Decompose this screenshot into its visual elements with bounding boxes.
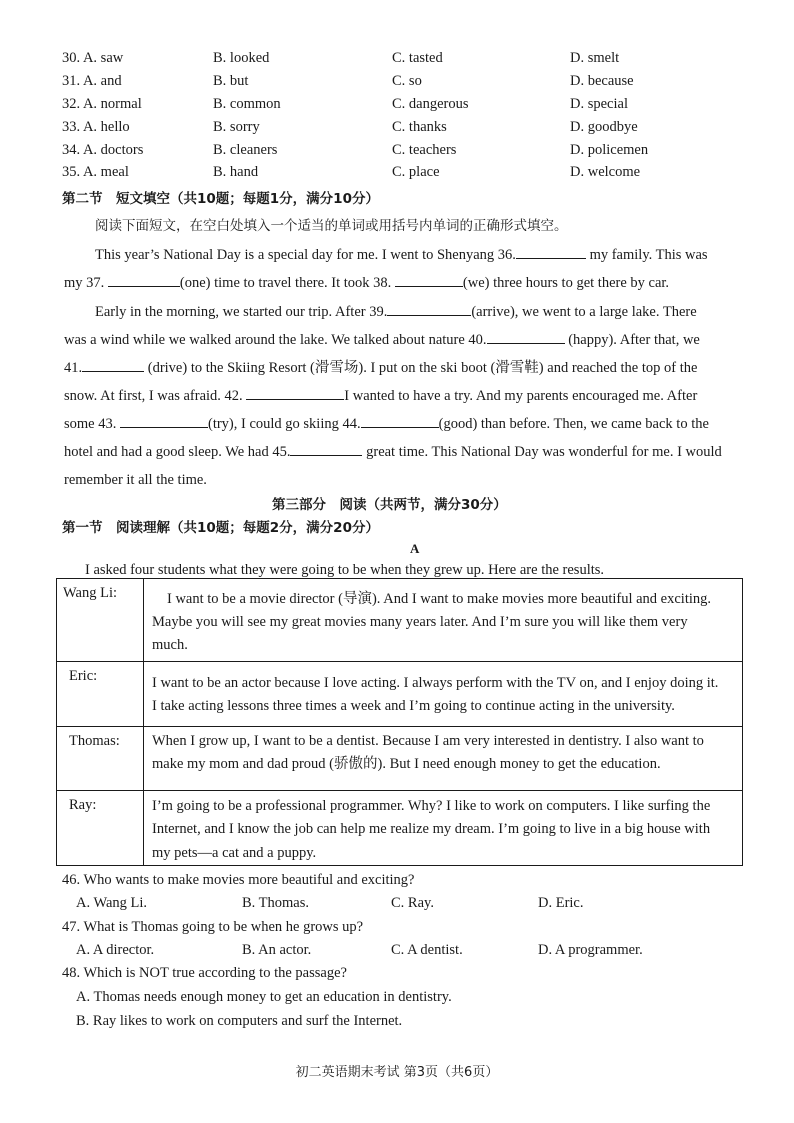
answer-blank-39[interactable] [387,301,471,316]
part-heading: 第三部分 阅读（共两节，满分30分） [272,497,507,513]
option: 34. A. doctors [62,142,144,158]
passage-text: Early in the morning, we started our trip. After 39. [95,304,388,320]
passage-text: snow. At first, I was afraid. 42. [64,388,247,404]
passage-text: my family. This was [585,247,708,263]
section-heading: 第一节 阅读理解（共10题；每题2分，满分20分） [62,520,379,536]
passage-text: (arrive), we went to a large lake. There [471,304,697,320]
passage-text: (we) three hours to get there by car. [462,275,670,291]
option-row-34 [62,142,762,164]
answer-blank-40[interactable] [487,329,565,344]
answer-blank-36[interactable] [516,244,586,259]
passage-text: my 37. [64,275,108,291]
student-answers-table [56,578,743,866]
row-line: I take acting lessons three times a week and I’m going to continue acting in the university. [152,698,675,714]
option-row-32 [62,96,762,118]
passage-line [95,301,697,322]
passage-text: (one) time to travel there. It took 38. [179,275,395,291]
page-footer: 初二英语期末考试 第3页（共6页） [295,1065,499,1080]
answer-blank-37[interactable] [108,272,180,287]
option: D. because [570,73,634,89]
option: C. teachers [392,142,457,158]
answer-blank-41[interactable] [82,357,144,372]
table-row [57,791,742,866]
passage-line [64,441,722,462]
passage-line [64,385,697,406]
question-47: 47. What is Thomas going to be when he grows up? [62,919,364,935]
answer-blank-43[interactable] [120,413,208,428]
option: C. place [392,164,440,180]
option-row-35 [62,164,762,186]
row-line: my pets—a cat and a puppy. [152,845,317,861]
passage-text: hotel and had a good sleep. We had 45. [64,444,291,460]
answer-option[interactable]: A. A director. [76,942,155,958]
row-line: When I grow up, I want to be a dentist. Because I am very interested in dentistry. I also want to [152,733,704,749]
student-name: Thomas: [69,733,120,749]
passage-text: (drive) to the Skiing Resort (滑雪场). I put on the ski boot (滑雪鞋) and reached the top of the [144,360,698,376]
row-line: I’m going to be a professional programmer. Why? I like to work on computers. I like surfing the [152,798,711,814]
option-row-33 [62,119,762,141]
passage-line [64,357,697,378]
answer-option[interactable]: B. An actor. [242,942,312,958]
instruction-text: 阅读下面短文，在空白处填入一个适当的单词或用括号内单词的正确形式填空。 [95,218,568,234]
student-name: Eric: [69,668,98,684]
option: C. dangerous [392,96,469,112]
option: C. so [392,73,422,89]
option: B. sorry [213,119,260,135]
option: B. common [213,96,281,112]
option: B. hand [213,164,259,180]
row-line: much. [152,637,188,653]
option: 33. A. hello [62,119,130,135]
passage-line [95,244,708,265]
passage-line [64,413,709,434]
passage-text: (happy). After that, we [564,332,700,348]
answer-blank-42[interactable] [246,385,344,400]
student-name: Wang Li: [63,585,117,601]
answer-option[interactable]: A. Thomas needs enough money to get an education in dentistry. [76,989,452,1005]
option: B. looked [213,50,270,66]
row-line: make my mom and dad proud (骄傲的). But I need enough money to get the education. [152,756,661,772]
row-line: Maybe you will see my great movies many years later. And I’m sure you will like them very [152,614,688,630]
option: 30. A. saw [62,50,124,66]
passage-line [64,272,669,293]
answer-blank-45[interactable] [290,441,362,456]
passage-text: some 43. [64,416,120,432]
option: D. smelt [570,50,620,66]
answer-option[interactable]: B. Thomas. [242,895,309,911]
table-row [57,662,742,727]
answer-option[interactable]: C. Ray. [391,895,434,911]
option: C. thanks [392,119,447,135]
option-row-30 [62,50,762,72]
table-row [57,727,742,791]
answer-blank-38[interactable] [395,272,463,287]
answer-option[interactable]: D. Eric. [538,895,584,911]
option: B. but [213,73,249,89]
student-name: Ray: [69,797,97,813]
answer-option[interactable]: C. A dentist. [391,942,463,958]
answer-blank-44[interactable] [361,413,439,428]
option-row-31 [62,73,762,95]
section-heading: 第二节 短文填空（共10题；每题1分，满分10分） [62,191,379,207]
passage-line: remember it all the time. [64,472,207,488]
passage-text: (good) than before. Then, we came back to the [438,416,709,432]
passage-line [64,329,700,350]
option: B. cleaners [213,142,278,158]
reading-intro: I asked four students what they were going to be when they grew up. Here are the results. [85,562,605,578]
passage-text: 41. [64,360,83,376]
passage-text: I wanted to have a try. And my parents encouraged me. After [344,388,698,404]
option: C. tasted [392,50,443,66]
answer-option[interactable]: B. Ray likes to work on computers and surf the Internet. [76,1013,403,1029]
passage-text: This year’s National Day is a special day for me. I went to Shenyang 36. [95,247,516,263]
passage-text: (try), I could go skiing 44. [207,416,361,432]
option: D. special [570,96,628,112]
row-line: I want to be an actor because I love acting. I always perform with the TV on, and I enjoy doing it. [152,675,719,691]
table-row [57,579,742,662]
passage-text: was a wind while we walked around the lake. We talked about nature 40. [64,332,487,348]
option: 32. A. normal [62,96,142,112]
option: D. policemen [570,142,649,158]
answer-option[interactable]: A. Wang Li. [76,895,148,911]
passage-letter: A [410,541,420,556]
option: D. goodbye [570,119,638,135]
row-line: I want to be a movie director (导演). And I want to make movies more beautiful and exciting. [167,591,711,607]
option: 35. A. meal [62,164,129,180]
option: D. welcome [570,164,641,180]
answer-option[interactable]: D. A programmer. [538,942,643,958]
passage-text: great time. This National Day was wonderful for me. I would [362,444,722,460]
question-48: 48. Which is NOT true according to the passage? [62,965,347,981]
option: 31. A. and [62,73,122,89]
question-46: 46. Who wants to make movies more beautiful and exciting? [62,872,415,888]
row-line: Internet, and I know the job can help me realize my dream. I’m going to live in a big house with [152,821,711,837]
